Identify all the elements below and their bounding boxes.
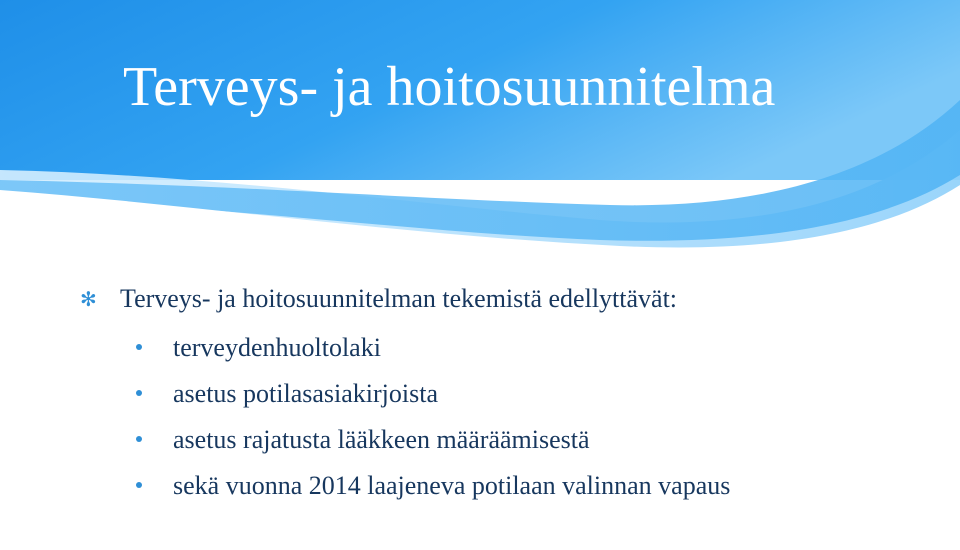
list-item-text: asetus potilasasiakirjoista: [173, 379, 439, 408]
bullet-dot-icon: [136, 436, 142, 442]
list-item: [173, 468, 833, 503]
list-item: [173, 422, 833, 458]
bullet-dot-icon: [136, 344, 142, 350]
list-item: [173, 330, 833, 366]
requirements-list: [173, 330, 833, 513]
list-item-text: sekä vuonna 2014 laajeneva potilaan valinnan vapaus: [173, 471, 731, 500]
slide-title: Terveys- ja hoitosuunnitelma: [123, 56, 776, 118]
asterisk-icon: ✻: [80, 287, 97, 311]
bullet-dot-icon: [136, 482, 142, 488]
bullet-dot-icon: [136, 390, 142, 396]
intro-text: Terveys- ja hoitosuunnitelman tekemistä edellyttävät:: [120, 284, 678, 313]
list-item: [173, 376, 833, 412]
list-item-text: asetus rajatusta lääkkeen määräämisestä: [173, 425, 590, 454]
list-item-text: terveydenhuoltolaki: [173, 333, 381, 362]
